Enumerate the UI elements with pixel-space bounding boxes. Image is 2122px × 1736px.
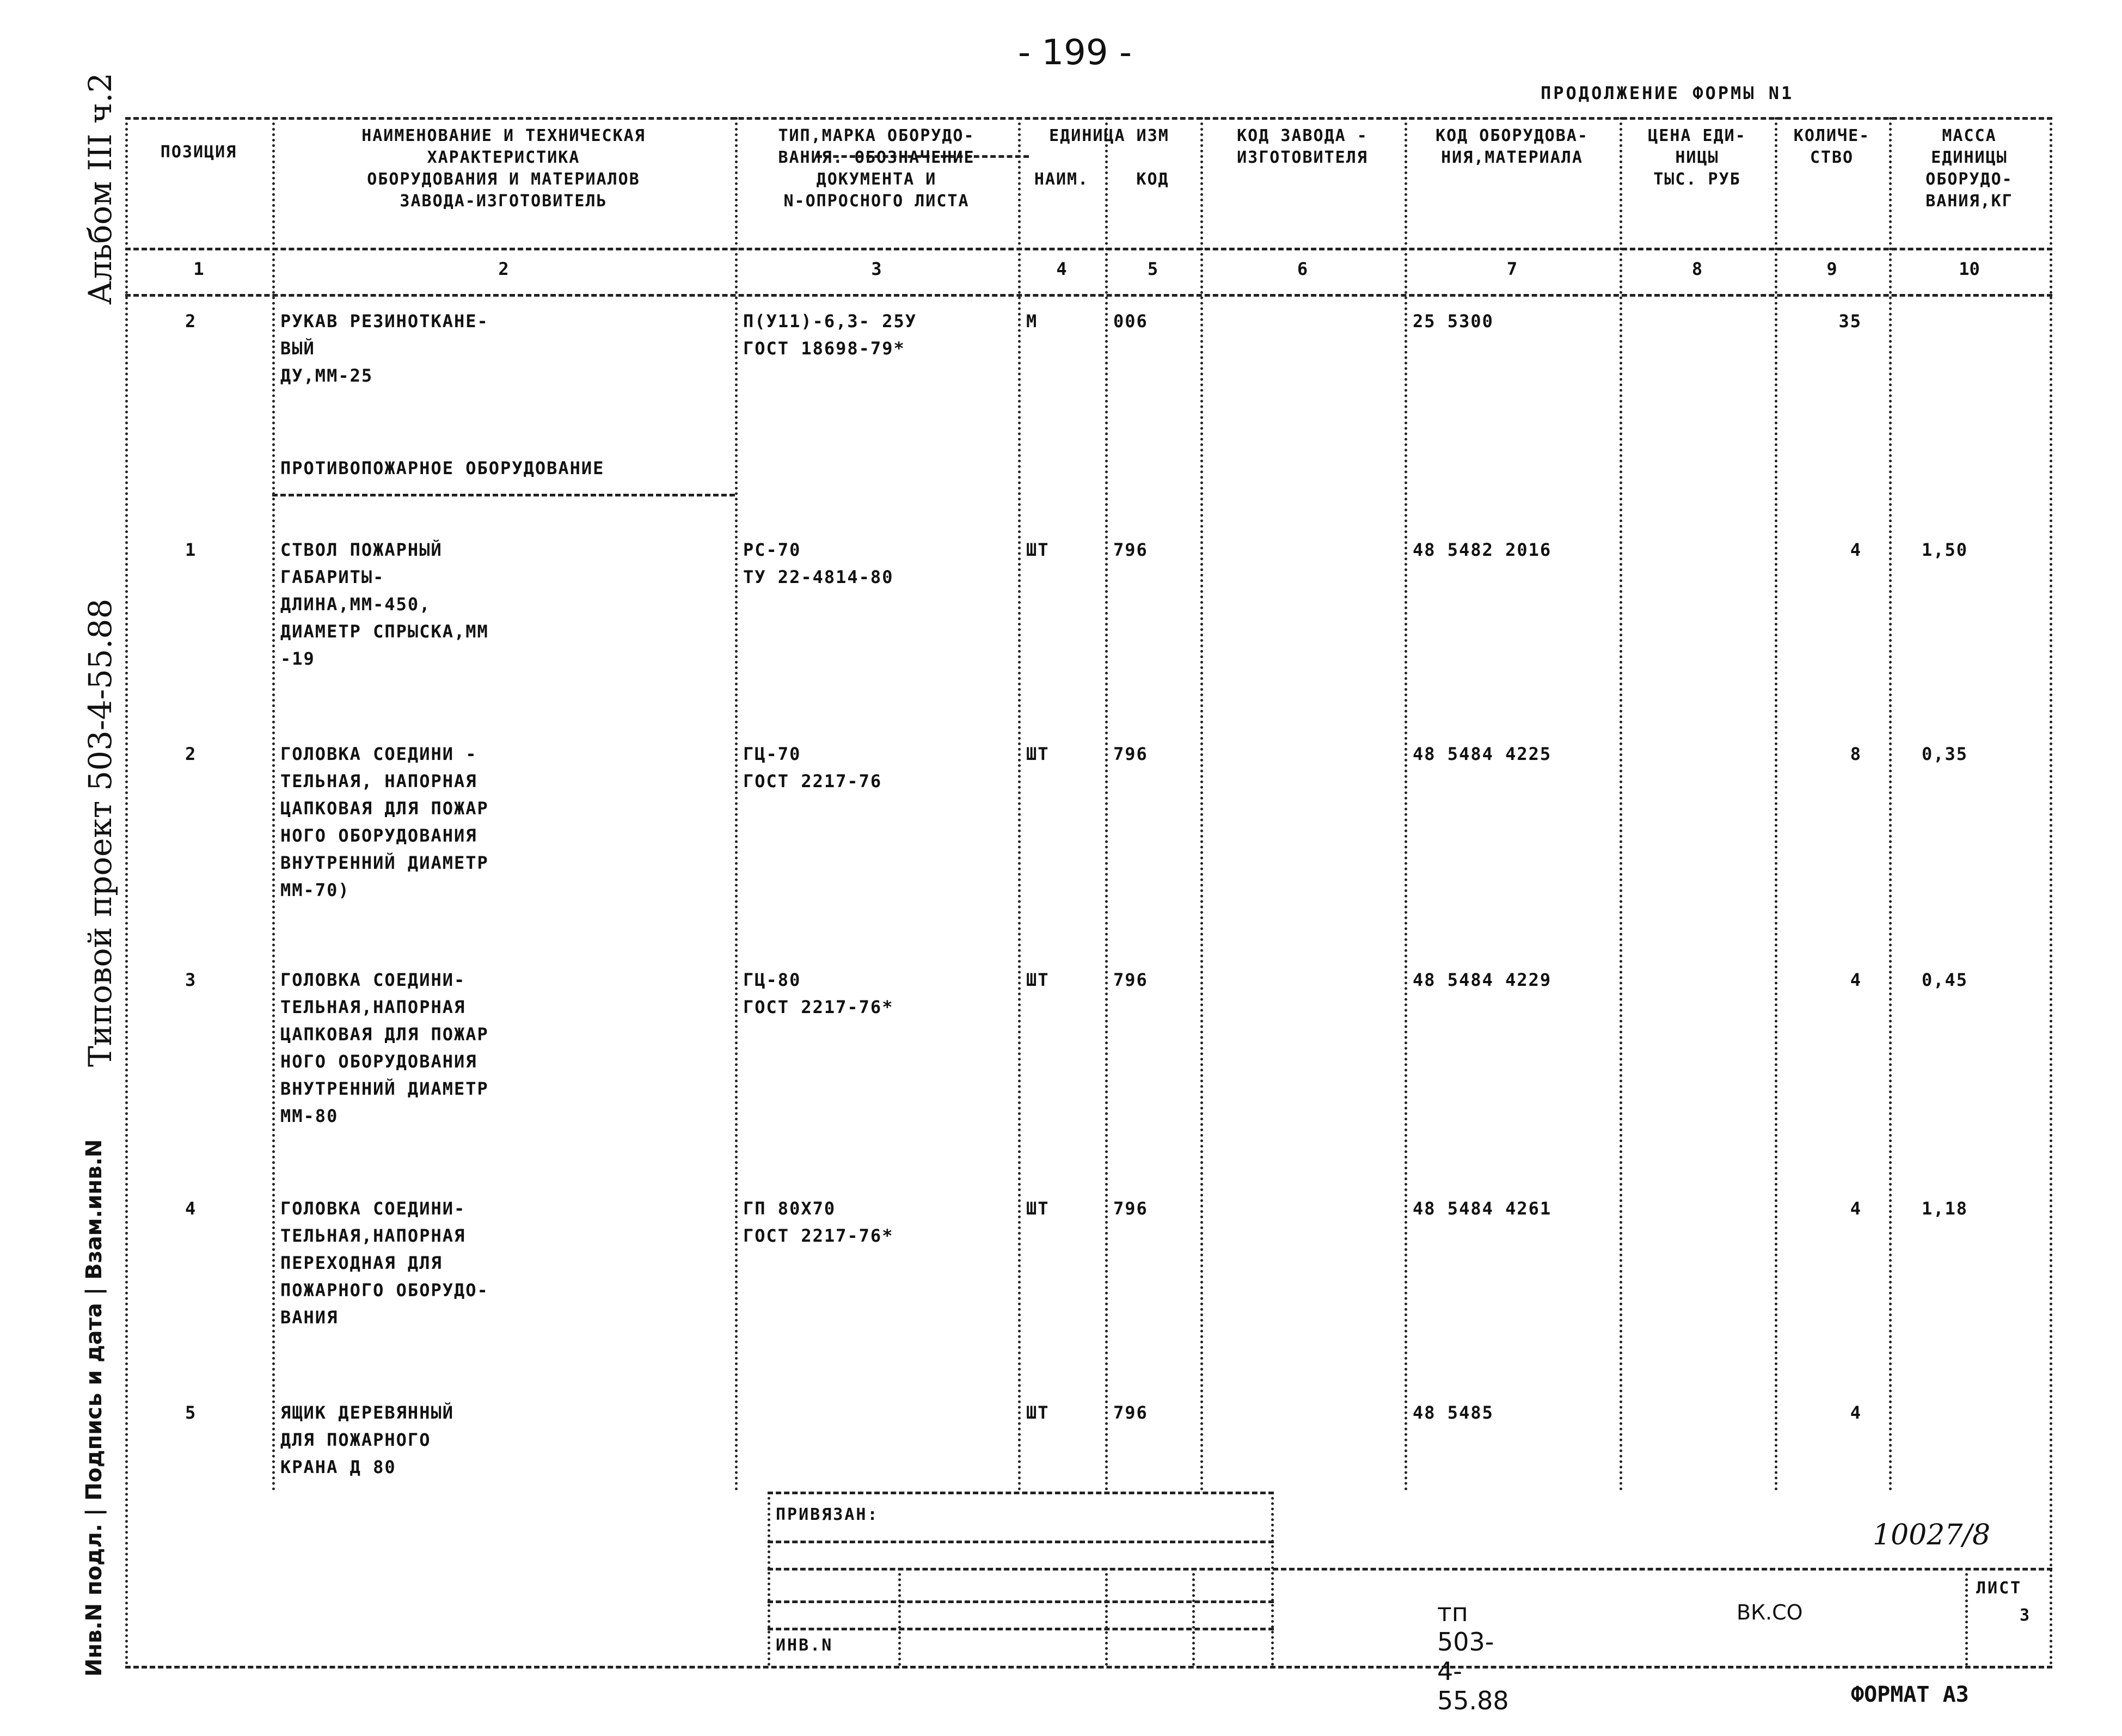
cell-material-code: 48 5484 4261 xyxy=(1413,1198,1552,1219)
cell-name: ГОЛОВКА СОЕДИНИ - ТЕЛЬНАЯ, НАПОРНАЯ ЦАПКОВАЯ ДЛЯ ПОЖАР НОГО ОБОРУДОВАНИЯ ВНУТРЕННИЙ ДИАМЕТР ММ-70) xyxy=(280,744,489,900)
cell-position: 2 xyxy=(185,311,197,332)
stamp-rule xyxy=(768,1568,2052,1571)
handwritten-number: 10027/8 xyxy=(1873,1519,1991,1551)
header-type: ТИП,МАРКА ОБОРУДО- ВАНИЯ. ОБОЗНАЧЕНИЕ ДОКУМЕНТА И N-ОПРОСНОГО ЛИСТА xyxy=(778,126,975,211)
cell-position: 3 xyxy=(185,970,197,990)
cell-position: 2 xyxy=(185,744,197,764)
cell-quantity: 4 xyxy=(1850,1198,1862,1219)
stamp-rule-v xyxy=(768,1492,770,1666)
header-unit-name: НАИМ. xyxy=(1034,170,1089,189)
header-material-code: КОД ОБОРУДОВА- НИЯ,МАТЕРИАЛА xyxy=(1436,126,1589,167)
cell-unit-code: 796 xyxy=(1113,1402,1148,1423)
cell-unit-code: 796 xyxy=(1113,1198,1148,1219)
cell-position: 5 xyxy=(185,1402,197,1423)
stamp-rule-v xyxy=(1271,1492,1274,1666)
cell-unit-name: ШТ xyxy=(1026,1198,1050,1219)
header-quantity: КОЛИЧЕ- СТВО xyxy=(1793,126,1870,167)
header-mass: МАССА ЕДИНИЦЫ ОБОРУДО- ВАНИЯ,КГ xyxy=(1925,126,2013,211)
header-name: НАИМЕНОВАНИЕ И ТЕХНИЧЕСКАЯ ХАРАКТЕРИСТИКА ОБОРУДОВАНИЯ И МАТЕРИАЛОВ ЗАВОДА-ИЗГОТОВИТЕЛЬ xyxy=(361,126,646,211)
cell-type: РС-70 ТУ 22-4814-80 xyxy=(743,539,894,587)
column-number: 7 xyxy=(1506,259,1518,279)
column-number: 9 xyxy=(1826,259,1837,279)
cell-mass: 1,50 xyxy=(1922,539,1968,560)
rule-v6 xyxy=(1405,117,1407,1492)
cell-unit-name: ШТ xyxy=(1026,970,1050,990)
set-code: ВК.СО xyxy=(1737,1600,1803,1624)
stamp-rule-v xyxy=(1105,1568,1108,1666)
column-number: 8 xyxy=(1691,259,1703,279)
rule-v7 xyxy=(1620,117,1622,1492)
cell-name: РУКАВ РЕЗИНОТКАНЕ- ВЫЙ ДУ,ММ-25 xyxy=(280,311,489,386)
rule-v4 xyxy=(1105,117,1108,1492)
rule-v5 xyxy=(1200,117,1203,1492)
cell-material-code: 25 5300 xyxy=(1413,311,1494,332)
cell-quantity: 8 xyxy=(1850,744,1862,764)
header-unit-code: КОД xyxy=(1136,170,1169,189)
cell-material-code: 48 5485 xyxy=(1413,1402,1494,1423)
header-factory-code: КОД ЗАВОДА - ИЗГОТОВИТЕЛЯ xyxy=(1237,126,1368,167)
column-number: 10 xyxy=(1959,259,1980,279)
rule-header-bottom xyxy=(125,248,2052,250)
cell-name: ГОЛОВКА СОЕДИНИ- ТЕЛЬНАЯ,НАПОРНАЯ ПЕРЕХОДНАЯ ДЛЯ ПОЖАРНОГО ОБОРУДО- ВАНИЯ xyxy=(280,1198,489,1328)
continuation-label: ПРОДОЛЖЕНИЕ ФОРМЫ N1 xyxy=(1541,83,1794,103)
stamp-sheet-number: 3 xyxy=(2020,1606,2032,1625)
side-album-label: Альбом III ч.2 xyxy=(82,72,119,305)
cell-position: 4 xyxy=(185,1198,197,1219)
rule-v8 xyxy=(1775,117,1777,1492)
stamp-rule xyxy=(768,1628,1274,1630)
format-label: ФОРМАТ А3 xyxy=(1851,1682,1969,1707)
cell-section-title: ПРОТИВОПОЖАРНОЕ ОБОРУДОВАНИЕ xyxy=(280,458,605,479)
stamp-privyazan: ПРИВЯЗАН: xyxy=(776,1505,879,1524)
cell-material-code: 48 5484 4229 xyxy=(1413,970,1552,990)
drawing-code: тп 503-4-55.88 xyxy=(1437,1598,1509,1715)
rule-v1 xyxy=(272,117,275,1492)
header-unit: ЕДИНИЦА ИЗМ xyxy=(1049,126,1169,145)
cell-unit-name: М xyxy=(1026,311,1038,332)
column-number: 6 xyxy=(1297,259,1308,279)
stamp-rule-v xyxy=(1192,1568,1195,1666)
column-number: 1 xyxy=(193,259,204,279)
stamp-rule xyxy=(768,1541,1274,1543)
stamp-rule xyxy=(768,1492,1274,1494)
column-number: 3 xyxy=(871,259,882,279)
stamp-rule xyxy=(768,1600,1274,1603)
cell-type: ГЦ-80 ГОСТ 2217-76* xyxy=(743,970,894,1017)
column-number: 5 xyxy=(1147,259,1158,279)
cell-mass: 1,18 xyxy=(1922,1198,1968,1219)
cell-unit-name: ШТ xyxy=(1026,744,1050,764)
cell-type: П(У11)-6,3- 25У ГОСТ 18698-79* xyxy=(743,311,917,359)
cell-unit-code: 006 xyxy=(1113,311,1148,332)
side-stamp-labels: Инв.N подл. | Подпись и дата | Взам.инв.N xyxy=(82,1139,107,1677)
cell-name: СТВОЛ ПОЖАРНЫЙ ГАБАРИТЫ- ДЛИНА,ММ-450, ДИАМЕТР СПРЫСКА,ММ -19 xyxy=(280,539,489,669)
rule-v10 xyxy=(2050,117,2052,1666)
cell-position: 1 xyxy=(185,539,197,560)
cell-quantity: 4 xyxy=(1850,1402,1862,1423)
rule-numbers-bottom xyxy=(125,294,2052,297)
cell-type: ГП 80Х70 ГОСТ 2217-76* xyxy=(743,1198,894,1246)
stamp-rule-v xyxy=(1965,1568,1968,1666)
header-price: ЦЕНА ЕДИ- НИЦЫ ТЫС. РУБ xyxy=(1648,126,1746,189)
column-number: 2 xyxy=(498,259,509,279)
rule-v3 xyxy=(1018,117,1021,1492)
rule-v9 xyxy=(1889,117,1892,1492)
side-project-label: Типовой проект 503-4-55.88 xyxy=(82,598,119,1067)
stamp-rule-v xyxy=(898,1568,901,1666)
stamp-sheet-label: ЛИСТ xyxy=(1976,1579,2022,1598)
rule-v2 xyxy=(735,117,738,1492)
rule-top xyxy=(125,117,2052,120)
header-position: ПОЗИЦИЯ xyxy=(160,143,237,162)
rule-bottom xyxy=(125,1666,2052,1668)
cell-mass: 0,35 xyxy=(1922,744,1968,764)
cell-quantity: 4 xyxy=(1850,970,1862,990)
cell-type: ГЦ-70 ГОСТ 2217-76 xyxy=(743,744,882,792)
cell-unit-name: ШТ xyxy=(1026,1402,1050,1423)
cell-material-code: 48 5484 4225 xyxy=(1413,744,1552,764)
cell-name: ЯЩИК ДЕРЕВЯННЫЙ ДЛЯ ПОЖАРНОГО КРАНА Д 80 xyxy=(280,1402,454,1477)
stamp-inv: ИНВ.N xyxy=(776,1636,833,1655)
rule-section-underline xyxy=(272,494,735,496)
rule-v0 xyxy=(125,117,128,1666)
page-number: - 199 - xyxy=(1018,33,1132,73)
cell-unit-code: 796 xyxy=(1113,970,1148,990)
cell-unit-name: ШТ xyxy=(1026,539,1050,560)
cell-unit-code: 796 xyxy=(1113,539,1148,560)
column-number: 4 xyxy=(1056,259,1067,279)
cell-quantity: 4 xyxy=(1850,539,1862,560)
cell-material-code: 48 5482 2016 xyxy=(1413,539,1552,560)
cell-mass: 0,45 xyxy=(1922,970,1968,990)
cell-unit-code: 796 xyxy=(1113,744,1148,764)
cell-quantity: 35 xyxy=(1838,311,1862,332)
cell-name: ГОЛОВКА СОЕДИНИ- ТЕЛЬНАЯ,НАПОРНАЯ ЦАПКОВАЯ ДЛЯ ПОЖАР НОГО ОБОРУДОВАНИЯ ВНУТРЕННИЙ ДИАМЕТР ММ-80 xyxy=(280,970,489,1126)
